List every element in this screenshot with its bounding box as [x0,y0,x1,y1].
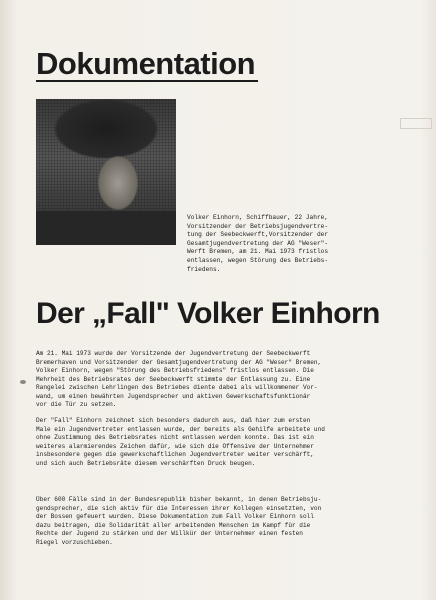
photo-caption [187,214,387,274]
paragraph-1 [36,350,416,410]
punch-hole-mark [20,380,26,384]
paragraph-line: Mehrheit des Betriebsrates der Seebeckwerft stimmte der Entlassung zu. Eine [36,375,311,383]
photo-shoulders [36,211,176,245]
paragraph-line: Der "Fall" Einhorn zeichnet sich besonders dadurch aus, daß hier zum ersten [36,417,311,424]
article-headline: Der „Fall" Volker Einhorn [36,297,380,330]
paragraph-line: insbesondere gegen die gewerkschaftlichen Jugendvertreter weiter verschärft, [36,451,314,458]
paragraph-2 [36,417,416,468]
paragraph-line: vor die Tür zu setzen. [36,401,117,408]
paragraph-line: Rechte der Jugend zu stärken und der Willkür der Unternehmer einen festen [36,530,303,537]
show-through-bleed [300,48,436,138]
paragraph-line: gendsprecher, die sich aktiv für die Interessen ihrer Kollegen einsetzten, von [36,504,322,512]
page-title: Dokumentation [36,46,256,81]
portrait-photo [36,99,176,245]
paragraph-3 [36,496,416,547]
caption-line: tung der Seebeckwerft,Vorsitzender der [187,231,329,239]
paragraph-line: Am 21. Mai 1973 wurde der Vorsitzende der Jugendvertretung der Seebeckwerft [36,350,311,357]
paragraph-line: Über 600 Fälle sind in der Bundesrepublik bisher bekannt, in denen Betriebsju- [36,496,322,503]
caption-line: entlassen, wegen Störung des Betriebs- [187,256,329,264]
paragraph-line: dazu beitragen, die Solidarität aller arbeitenden Menschen im Kampf für die [36,521,311,529]
caption-line: Vorsitzender der Betriebsjugendvertre- [187,222,329,230]
caption-line: Werft Bremen, am 21. Mai 1973 fristlos [187,248,329,256]
caption-line: friedens. [187,265,221,273]
paragraph-line: Male ein Jugendvertreter entlassen wurde, der bereits als Gehilfe arbeitete und [36,425,325,433]
paragraph-line: ohne Zustimmung des Betriebsrates nicht entlassen werden konnte. Das ist ein [36,434,314,441]
paragraph-line: Rangelei zwischen Lehrlingen des Betriebes diente dabei als willkommener Vor- [36,384,318,391]
paragraph-line: wand, um einen bewährten Jugendsprecher und aktiven Gewerkschaftsfunktionär [36,392,311,400]
paragraph-line: weiteres alarmierendes Zeichen dafür, wie sich die Offensive der Unternehmer [36,442,314,450]
paragraph-line: Bremerhaven und Vorsitzender der Gesamtjugendvertretung der AG "Weser" Bremen, [36,358,322,366]
caption-line: Volker Einhorn, Schiffbauer, 22 Jahre, [187,214,329,221]
title-underline [36,80,258,82]
paragraph-line: Riegel vorzuschieben. [36,538,113,546]
paragraph-line: Volker Einhorn, wegen "Störung des Betriebsfriedens" fristlos entlassen. Die [36,367,314,374]
paragraph-line: der Bossen gefeuert wurden. Diese Dokumentation zum Fall Volker Einhorn soll [36,513,314,520]
paragraph-line: und sich auch Betriebsräte diesem verschärften Druck beugen. [36,459,256,467]
caption-line: Gesamtjugendvertretung der AG "Weser"- [187,239,329,247]
